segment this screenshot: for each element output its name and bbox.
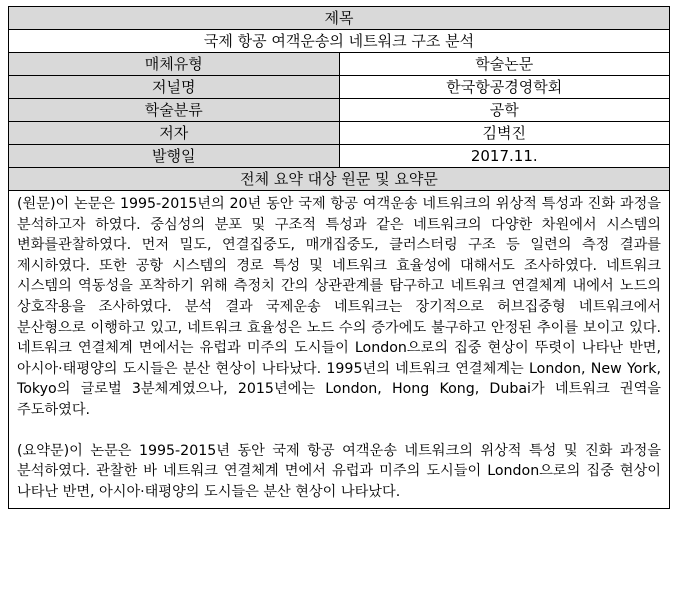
media-type-label: 매체유형: [9, 53, 340, 76]
summary-body-row: [9, 191, 670, 509]
journal-value: 한국항공경영학회: [339, 76, 670, 99]
title-value-row: [9, 30, 670, 53]
metadata-row-field: [9, 99, 670, 122]
paragraph-gap: [17, 421, 661, 441]
date-value: 2017.11.: [339, 145, 670, 168]
paper-title: 국제 항공 여객운송의 네트워크 구조 분석: [9, 30, 670, 53]
metadata-row-media-type: [9, 53, 670, 76]
metadata-row-author: [9, 122, 670, 145]
summary-heading: 전체 요약 대상 원문 및 요약문: [9, 168, 670, 191]
journal-label: 저널명: [9, 76, 340, 99]
author-label: 저자: [9, 122, 340, 145]
original-text: (원문)이 논문은 1995-2015년의 20년 동안 국제 항공 여객운송 네트워크의 위상적 특성과 진화 과정을 분석하고자 하였다. 중심성의 분포 및 구조적 특성과 같은 네트워크의 다양한 차원에서 시스템의 변화를관찰하였다. 먼저 밀도, 연결집중도, 매개집중도, 클러스터링 구조 등 일련의 측정 결과를 제시하였다. 또한 공항 시스템의 경로 특성 및 네트워크 효율성에 대해서도 조사하였다. 네트워크 시스템의 역동성을 포착하기 위해 측정치 간의 상관관계를 탐구하고 네트워크 연결체계 내에서 노드의 상호작용을 조사하였다. 분석 결과 국제운송 네트워크는 장기적으로 허브집중형 네트워크에서 분산형으로 이행하고 있고, 네트워크 효율성은 노드 수의 증가에도 불구하고 안정된 추이를 보이고 있다. 네트워크 연결체계 면에서는 유럽과 미주의 도시들이 London으로의 집중 현상이 뚜렷이 나타난 반면, 아시아·태평양의 도시들은 분산 현상이 나타났다. 1995년의 네트워크 연결체계는 London, New York, Tokyo의 글로벌 3분체계였으나, 2015년에는 London, Hong Kong, Dubai가 네트워크 권역을 주도하였다.: [17, 196, 661, 418]
metadata-row-date: [9, 145, 670, 168]
summary-body: [9, 191, 670, 509]
field-value: 공학: [339, 99, 670, 122]
date-label: 발행일: [9, 145, 340, 168]
title-label-row: [9, 7, 670, 30]
field-label: 학술분류: [9, 99, 340, 122]
summary-heading-row: [9, 168, 670, 191]
metadata-row-journal: [9, 76, 670, 99]
media-type-value: 학술논문: [339, 53, 670, 76]
summary-text: (요약문)이 논문은 1995-2015년 동안 국제 항공 여객운송 네트워크의 위상적 특성 및 진화 과정을 분석하였다. 관찰한 바 네트워크 연결체계 면에서 유럽과 미주의 도시들이 London으로의 집중 현상이 나타난 반면, 아시아·태평양의 도시들은 분산 현상이 나타났다.: [17, 442, 661, 500]
author-value: 김벽진: [339, 122, 670, 145]
title-label: 제목: [9, 7, 670, 30]
document: [8, 6, 670, 509]
info-table: [8, 6, 670, 509]
